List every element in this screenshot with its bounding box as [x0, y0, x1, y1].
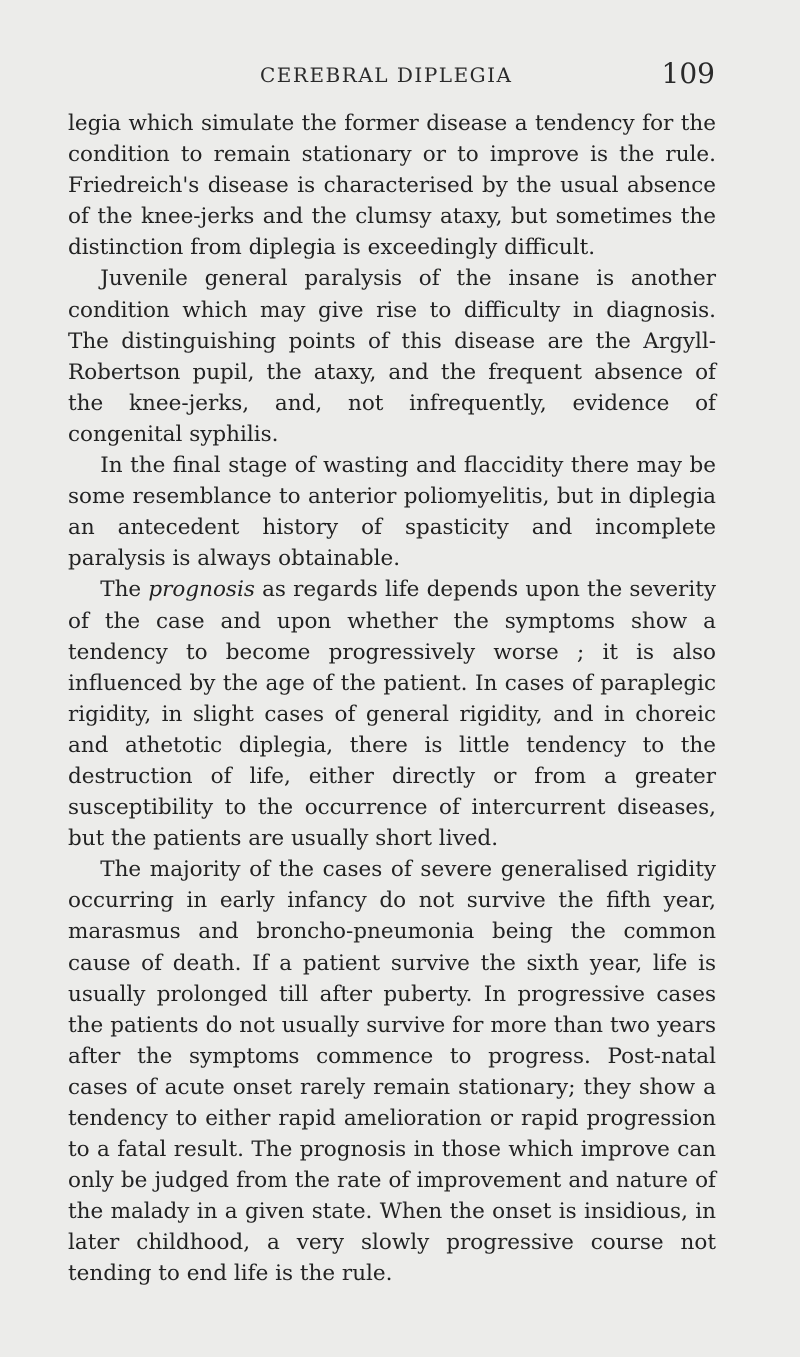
running-head: [68, 57, 715, 97]
paragraph-majority-cases: The majority of the cases of severe generalised rigidity occurring in early infancy do not survive the fifth year, marasmus and broncho-pneumonia being the common cause of death. If a patient survive the sixth year, life is usually prolonged till after puberty. In progressive cases the patients do not usually survive for more than two years after the symptoms commence to progress. Post-natal cases of acute onset rarely remain stationary; they show a tendency to either rapid amelioration or rapid progression to a fatal result. The prognosis in those which improve can only be judged from the rate of improvement and nature of the malady in a given state. When the onset is insidious, in later childhood, a very slowly progressive course not tending to end life is the rule.: [68, 857, 716, 1287]
body-text: [68, 108, 716, 1290]
paragraph-continuation: legia which simulate the former disease a tendency for the condition to remain stationary or to improve is the rule. Friedreich's disease is characterised by the usual absence of the knee-jerks and the clumsy ataxy, but sometimes the distinction from diplegia is exceedingly difficult.: [68, 111, 716, 261]
page-number: 109: [661, 57, 715, 90]
prognosis-lead: The: [100, 577, 142, 603]
prognosis-emphasis: prognosis: [148, 577, 255, 603]
prognosis-text: as regards life depends upon the severity of the case and upon whether the symptoms show a tendency to become progressively worse ; it is also influenced by the age of the patient. In cases of paraplegic rigidity, in slight cases of general rigidity, and in choreic and athetotic diplegia, there is little tendency to the destruction of life, either directly or from a greater susceptibility to the occurrence of intercurrent diseases, but the patients are usually short lived.: [68, 577, 716, 852]
paragraph-juvenile-paralysis: Juvenile general paralysis of the insane is another condition which may give rise to difficulty in diagnosis. The distinguishing points of this disease are the Argyll-Robertson pupil, the ataxy, and the frequent absence of the knee-jerks, and, not infrequently, evidence of congenital syphilis.: [68, 266, 716, 447]
paragraph-final-stage: In the final stage of wasting and flaccidity there may be some resemblance to anterior poliomyelitis, but in diplegia an antecedent history of spasticity and incomplete paralysis is always obtainable.: [68, 453, 716, 572]
paragraph-prognosis: [68, 574, 716, 854]
running-title: CEREBRAL DIPLEGIA: [260, 63, 513, 87]
